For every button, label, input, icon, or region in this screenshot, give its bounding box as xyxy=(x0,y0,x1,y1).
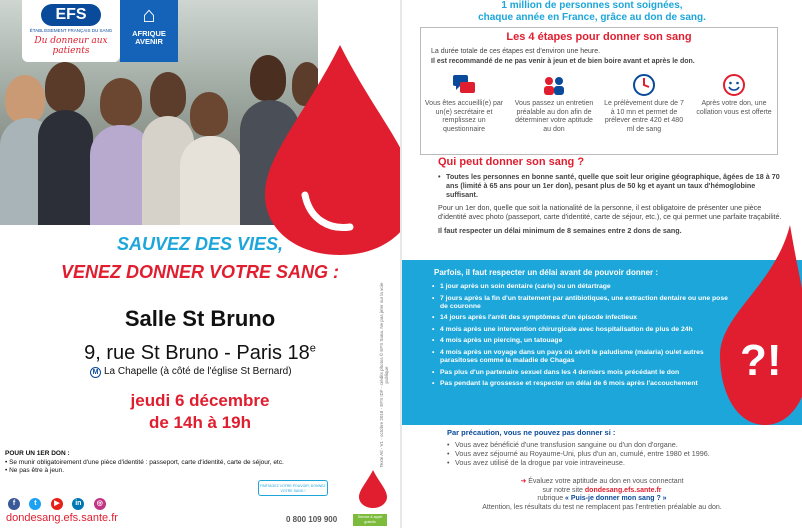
step-3 xyxy=(603,73,685,134)
address-text: 9, rue St Bruno - Paris 18 xyxy=(84,342,310,364)
precaution-title: Par précaution, vous ne pouvez pas donner si : xyxy=(447,428,616,437)
eligibility-criteria: • Toutes les personnes en bonne santé, quelle que soit leur origine géographique, âgées de 18 à 70 ans (limité à 65 ans pour un 1er don), pesant plus de 50 kg et ayant un taux d'hémoglobine suffisant. xyxy=(438,172,788,199)
list-item: • Vous avez bénéficié d'une transfusion sanguine ou d'un don d'organe. xyxy=(447,440,767,449)
event-hours: de 14h à 19h xyxy=(148,413,252,432)
deferral-title: Parfois, il faut respecter un délai avant de pouvoir donner : xyxy=(434,268,659,277)
drop-mark: ?! xyxy=(740,336,782,385)
step-1 xyxy=(423,73,505,134)
metro-station: La Chapelle (à côté de l'église St Bernard) xyxy=(104,366,292,377)
list-item: • 7 jours après la fin d'un traitement par antibiotiques, une extraction dentaire ou une pose de couronne xyxy=(432,295,732,311)
eval-website-link[interactable]: dondesang.efs.sante.fr xyxy=(584,486,662,494)
list-item: • 1 jour après un soin dentaire (carie) ou un détartrage xyxy=(432,283,732,291)
deferral-list xyxy=(432,283,732,392)
list-item: • Vous avez utilisé de la drogue par voie intraveineuse. xyxy=(447,458,767,467)
first-donation-item: • Ne pas être à jeun. xyxy=(5,467,65,474)
free-call-label: Service & appel gratuits xyxy=(353,514,387,526)
venue-name: Salle St Bruno xyxy=(124,306,276,331)
eval-line-3: rubrique xyxy=(537,495,566,502)
eval-line-2: sur notre site xyxy=(542,486,585,494)
speech-bubbles-icon xyxy=(452,73,476,97)
social-links xyxy=(8,492,111,510)
donation-steps-box xyxy=(420,27,778,155)
list-item: • 4 mois après un voyage dans un pays où sévit le paludisme (malaria) ou/et autres parasitoses comme la maladie de Chagas xyxy=(432,349,732,365)
metro-info xyxy=(90,366,292,378)
list-item: • 14 jours après l'arrêt des symptômes d'un épisode infectieux xyxy=(432,314,732,322)
eval-line-1: Évaluez votre aptitude au don en vous connectant xyxy=(528,478,684,485)
doctor-chat-icon xyxy=(542,73,566,97)
eval-disclaimer: Attention, les résultats du test ne remplacent pas l'entretien préalable au don. xyxy=(482,503,722,511)
stat-headline: 1 million de personnes sont soignées, chaque année en France, grâce au don de sang. xyxy=(478,0,706,23)
efs-slogan: Du donneur aux patients xyxy=(34,36,108,56)
precaution-list xyxy=(447,440,767,467)
step-text: Après votre don, une collation vous est offerte xyxy=(696,100,772,116)
question-drop-icon xyxy=(720,225,802,425)
phone-number[interactable]: 0 800 109 900 xyxy=(286,515,338,524)
address-suffix: e xyxy=(309,342,316,355)
list-item: • 4 mois après un piercing, un tatouage xyxy=(432,337,732,345)
clock-icon xyxy=(632,73,656,97)
blood-drop-icon xyxy=(265,45,400,255)
linkedin-icon[interactable]: in xyxy=(72,498,84,510)
efs-logo-mark: EFS xyxy=(41,4,101,26)
share-badge: PARTAGEZ VOTRE POUVOIR, DONNEZ VOTRE SANG ! xyxy=(258,480,328,496)
list-item: • Pas plus d'un partenaire sexuel dans les 4 derniers mois précédant le don xyxy=(432,369,732,377)
list-item: • 4 mois après une intervention chirurgicale avec hospitalisation de plus de 24h xyxy=(432,326,732,334)
steps-recommendation: Il est recommandé de ne pas venir à jeun et de bien boire avant et après le don. xyxy=(431,57,695,65)
flyer-front-page xyxy=(0,0,400,528)
headline-save-lives: SAUVEZ DES VIES, xyxy=(116,234,284,254)
flyer-back-page xyxy=(402,0,802,528)
steps-duration: La durée totale de ces étapes est d'environ une heure. xyxy=(431,48,601,55)
who-can-give-title: Qui peut donner son sang ? xyxy=(438,156,585,168)
steps-title: Les 4 étapes pour donner son sang xyxy=(506,31,692,43)
first-donation-id-requirement: Pour un 1er don, quelle que soit la nationalité de la personne, il est obligatoire de présenter une pièce d'identité avec photo (passeport, carte d'identité, carte de séjour, etc.), ce qui permet une parfaite traçabilité. xyxy=(438,203,782,221)
event-date: jeudi 6 décembre xyxy=(130,391,270,410)
eval-rubric: « Puis-je donner mon sang ? » xyxy=(565,495,667,502)
step-text: Le prélèvement dure de 7 à 10 mn et permet de prélever entre 420 et 480 ml de sang xyxy=(604,100,684,133)
step-4 xyxy=(693,73,775,117)
afrique-avenir-name: AFRIQUE AVENIR xyxy=(132,29,166,46)
step-text: Vous passez un entretien préalable au don afin de déterminer votre aptitude au don xyxy=(514,100,594,133)
list-item: • Vous avez séjourné au Royaume-Uni, plus d'un an, cumulé, entre 1980 et 1996. xyxy=(447,449,767,458)
interval-rule: Il faut respecter un délai minimum de 8 semaines entre 2 dons de sang. xyxy=(438,226,682,235)
twitter-icon[interactable]: t xyxy=(29,498,41,510)
efs-logo-subtitle: ÉTABLISSEMENT FRANÇAIS DU SANG xyxy=(29,28,113,33)
step-text: Vous êtes accueilli(e) par un(e) secrétaire et remplissez un questionnaire xyxy=(424,100,504,133)
instagram-icon[interactable]: ◎ xyxy=(94,498,106,510)
facebook-icon[interactable]: f xyxy=(8,498,20,510)
efs-logo xyxy=(22,0,120,62)
metro-icon: M xyxy=(90,367,101,378)
eligibility-test-info xyxy=(402,478,802,512)
youtube-icon[interactable]: ▶ xyxy=(51,498,63,510)
print-credits xyxy=(372,270,400,480)
afrique-avenir-emblem-icon: ⌂ xyxy=(142,2,156,27)
first-donation-info xyxy=(5,450,284,476)
smiley-icon xyxy=(722,73,746,97)
print-credits-text: Texte Atl - V1 - octobre 2018 - EFS IDF - crédits photos © EFS Sana. Ne pas jeter sur la voie publique xyxy=(379,282,389,468)
website-link[interactable]: dondesang.efs.sante.fr xyxy=(6,512,118,524)
afrique-avenir-logo xyxy=(120,0,178,62)
first-donation-item: • Se munir obligatoirement d'une pièce d'identité : passeport, carte d'identité, carte de séjour, etc. xyxy=(5,458,284,466)
list-item: • Pas pendant la grossesse et respecter un délai de 6 mois après l'accouchement xyxy=(432,380,732,388)
step-2 xyxy=(513,73,595,134)
first-donation-title: POUR UN 1ER DON : xyxy=(5,450,70,457)
venue-address xyxy=(0,342,400,365)
steps-intro xyxy=(431,47,771,66)
headline-give-blood: VENEZ DONNER VOTRE SANG : xyxy=(60,262,340,282)
arrow-right-icon: ➜ xyxy=(520,478,529,485)
